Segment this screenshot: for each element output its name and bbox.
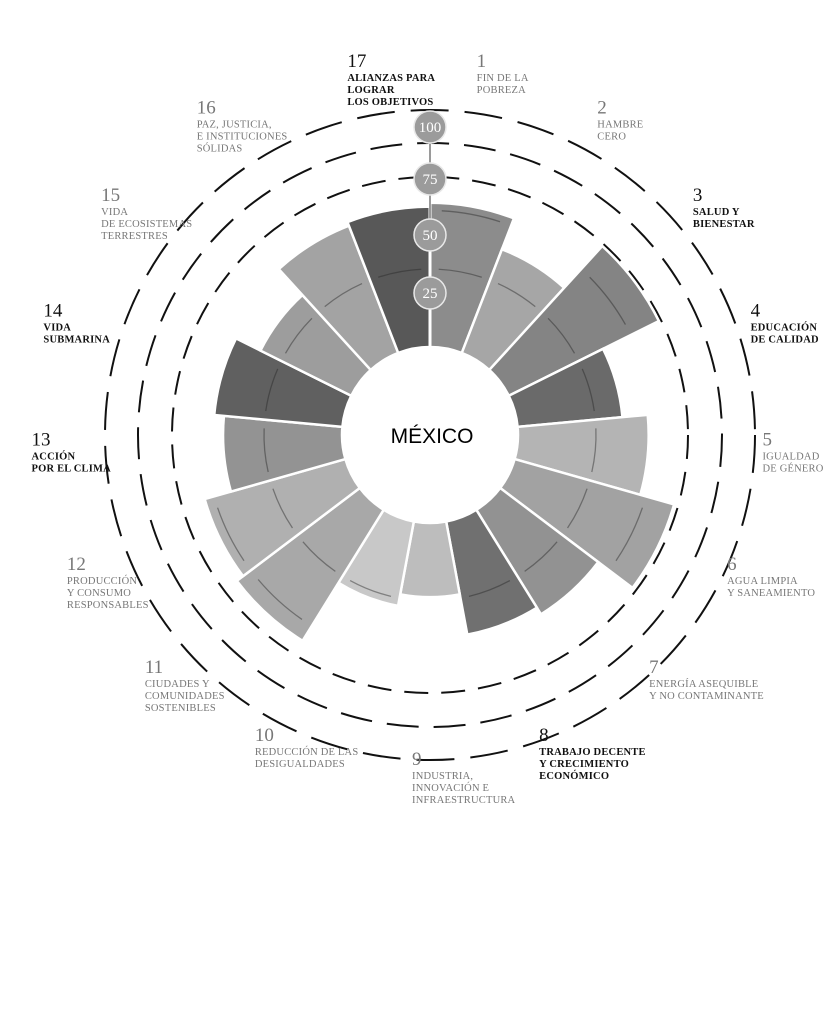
goal-label-line: ALIANZAS PARA <box>347 72 436 84</box>
goal-label-line: INDUSTRIA, <box>412 771 474 782</box>
goal-label-line: AGUA LIMPIA <box>727 575 798 587</box>
goal-label-line: FIN DE LA <box>476 72 529 84</box>
goal-label-12 <box>67 554 149 611</box>
goal-label-line: DE GÉNERO <box>762 463 824 475</box>
goal-number: 1 <box>476 50 487 72</box>
goal-label-11 <box>145 657 225 714</box>
goal-label-line: Y CONSUMO <box>66 587 132 599</box>
goal-label-8 <box>539 725 646 782</box>
goal-label-line: SOSTENIBLES <box>144 703 216 715</box>
goal-label-14 <box>43 301 110 346</box>
goal-label-line: COMUNIDADES <box>144 691 225 703</box>
goal-label-line: LOS OBJETIVOS <box>347 96 434 108</box>
goal-label-16 <box>197 98 288 155</box>
goal-number: 3 <box>692 184 703 206</box>
goal-number: 15 <box>101 184 121 206</box>
goal-label-line: DESIGUALDADES <box>254 759 345 771</box>
goal-label-line: DE ECOSISTEMAS <box>101 218 193 230</box>
goal-label-line: PAZ, JUSTICIA, <box>196 119 272 131</box>
goal-label-line: CERO <box>597 131 627 143</box>
goal-label-line: RESPONSABLES <box>66 599 149 611</box>
goal-label-line: SALUD Y <box>692 206 740 218</box>
goal-number: 12 <box>66 553 86 575</box>
goal-label-line: TRABAJO DECENTE <box>539 747 646 759</box>
goal-number: 17 <box>347 50 367 72</box>
goal-label-line: VIDA <box>101 206 129 218</box>
goal-label-13 <box>32 429 112 474</box>
goal-number: 8 <box>539 725 549 747</box>
goal-number: 2 <box>597 97 607 119</box>
goal-label-line: PRODUCCIÓN <box>66 575 138 587</box>
goal-label-3 <box>693 185 755 230</box>
goal-label-2 <box>597 98 643 143</box>
goal-label-line: SUBMARINA <box>43 334 110 346</box>
goal-label-10 <box>255 725 359 770</box>
goal-label-line: POBREZA <box>476 84 526 96</box>
goal-label-5 <box>762 429 823 474</box>
goal-label-17 <box>347 51 435 108</box>
chart-title: MÉXICO <box>390 425 474 448</box>
goal-label-line: DE CALIDAD <box>750 334 819 346</box>
goal-label-line: INNOVACIÓN E <box>412 783 490 794</box>
goal-label-7 <box>649 657 764 702</box>
goal-number: 13 <box>31 429 51 451</box>
goal-label-1 <box>477 51 529 96</box>
goal-label-line: POR EL CLIMA <box>31 463 111 475</box>
goal-number: 10 <box>254 725 274 747</box>
goal-number: 7 <box>649 657 659 679</box>
goal-label-line: HAMBRE <box>597 119 644 131</box>
goal-label-line: LOGRAR <box>347 84 395 96</box>
goal-label-line: Y SANEAMIENTO <box>727 587 816 599</box>
goal-label-6 <box>727 554 815 599</box>
goal-number: 16 <box>196 97 216 119</box>
goal-number: 14 <box>43 300 63 322</box>
tick-label: 50 <box>422 228 438 244</box>
goal-label-line: TERRESTRES <box>101 230 168 242</box>
goal-label-9 <box>412 749 516 806</box>
goal-label-line: ACCIÓN <box>31 451 76 463</box>
goal-label-line: SÓLIDAS <box>196 143 243 155</box>
goal-number: 11 <box>144 657 164 679</box>
goal-label-line: CIUDADES Y <box>144 679 210 691</box>
goal-number: 9 <box>412 749 422 770</box>
goal-number: 6 <box>727 553 737 575</box>
goal-label-4 <box>751 301 819 346</box>
tick-label: 75 <box>422 172 438 188</box>
tick-label: 25 <box>422 286 438 302</box>
goal-label-15 <box>101 185 192 242</box>
goal-label-line: EDUCACIÓN <box>750 322 818 334</box>
tick-label: 100 <box>418 120 442 136</box>
goal-label-line: ENERGÍA ASEQUIBLE <box>649 679 759 691</box>
goal-number: 4 <box>750 300 761 322</box>
goal-label-line: BIENESTAR <box>692 218 755 230</box>
goal-label-line: VIDA <box>43 322 72 334</box>
goal-number: 5 <box>762 429 772 451</box>
goal-label-line: IGUALDAD <box>762 451 820 463</box>
goal-label-line: E INSTITUCIONES <box>196 131 288 143</box>
goal-label-line: Y NO CONTAMINANTE <box>649 691 764 703</box>
goal-label-line: REDUCCIÓN DE LAS <box>254 747 359 759</box>
goal-label-line: ECONÓMICO <box>539 771 610 783</box>
goal-label-line: INFRAESTRUCTURA <box>412 795 516 806</box>
goal-label-line: Y CRECIMIENTO <box>539 759 629 771</box>
